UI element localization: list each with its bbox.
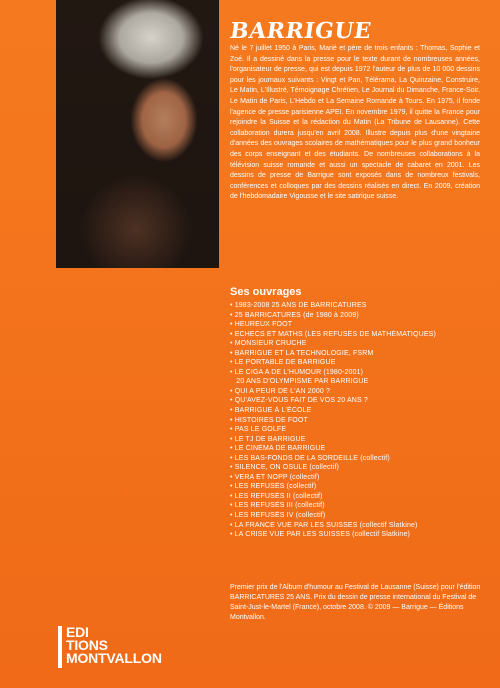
author-bio: Né le 7 juillet 1950 à Paris, Marié et père de trois enfants : Thomas, Sophie et Zoé. Il a dessiné dans la presse pour le texte durant de nombreuses années, l'organisateur de presse, qui est depuis 1972 l'auteur de plus de 10 000 dessins pour les journaux suivants : Vingt et Pan, Télérama, La Quinzaine, Construire, Le Matin, L'Illustré, Témoignage Chrétien, Le Journal du Dimanche, France-Soir, Le Matin de Paris, L'Hebdo et La Semaine Romande à Tours. En 1975, il fonde l'agence de presse parisienne APEI. En novembre 1979, il quitte la France pour rejoindre la Suisse et la rédaction du Matin (La Tribune de Lausanne). Cette collaboration durera jusqu'en avril 2008. Illustre depuis plus d'une vingtaine d'années des ouvrages scolaires de mathématiques pour le plus grand bonheur des corps enseignant et des étudiants. De nombreuses collaborations à la télévision suisse romande et aussi un spectacle de cabaret en 2001. Les dessins de presse de Barrigue sont exposés dans de nombreux festivals, conférences et colloques par des dessins réalisés en direct. En 2009, création de l'hebdomadaire Vigousse et le site satirique suisse. [230,45,480,201]
publisher-logo-bar [58,626,62,668]
prize-note: Premier prix de l'Album d'humour au Festival de Lausanne (Suisse) pour l'édition BARRICATURES 25 ANS. Prix du dessin de presse international du Festival de Saint-Just-le-Martel (France), octobre 2008. © 2009 — Barrigue — Éditions Montvallon. [230,584,481,621]
photo-shade [56,0,218,268]
works-list-item: • LES REFUSÉS II (collectif) [230,492,490,502]
works-list-item: 20 ANS D'OLYMPISME PAR BARRIGUE [236,378,369,386]
works-list-item: • ECHECS ET MATHS (LES REFUSÉS DE MATHÉMATIQUES) [230,330,490,340]
works-list [230,301,490,540]
works-list-item: • LE CINÉMA DE BARRIGUE [230,444,490,454]
works-list-item: • LA FRANCE VUE PAR LES SUISSES (collectif Slatkine) [230,521,490,531]
author-name: BARRIGUE [228,18,374,44]
works-title: Ses ouvrages [230,286,302,298]
works-list-item: • QUI A PEUR DE L'AN 2000 ? [230,387,490,397]
works-list-item: • LES REFUSÉS (collectif) [230,482,490,492]
publisher-logo [58,626,162,665]
works-list-item: • HEUREUX FOOT [230,320,490,330]
publisher-logo-line3: MONTVALLON [66,650,162,666]
works-list-item: • LE TJ DE BARRIGUE [230,435,490,445]
works-list-item: • LA CRISE VUE PAR LES SUISSES (collectif Slatkine) [230,530,490,540]
works-list-item: • LE CIGA A DE L'HUMOUR (1980-2001) [230,368,490,378]
works-list-item: • BARRIGUE ET LA TECHNOLOGIE, FSRM [230,349,490,359]
works-list-item: • PAS LE GOLFE [230,425,490,435]
works-list-item: • LE PORTABLE DE BARRIGUE [230,358,490,368]
works-list-item: • 25 BARRICATURES (de 1980 à 2009) [230,311,490,321]
publisher-logo-line1: EDI [66,624,89,640]
works-list-item: • QU'AVEZ-VOUS FAIT DE VOS 20 ANS ? [230,396,490,406]
works-list-item: • HISTOIRES DE FOOT [230,416,490,426]
works-list-item: • VERA ET NOPP (collectif) [230,473,490,483]
works-list-item: • LES REFUSÉS IV (collectif) [230,511,490,521]
works-list-item: • SILENCE, ON OSULE (collectif) [230,463,490,473]
works-list-item: • LES BAS-FONDS DE LA SORDEILLE (collectif) [230,454,490,464]
works-list-item: • BARRIGUE À L'ÉCOLE [230,406,490,416]
works-list-item: • 1983-2008 25 ANS DE BARRICATURES [230,301,490,311]
author-photo [56,0,219,268]
publisher-logo-line2: TIONS [66,637,108,653]
works-list-item: • LES REFUSÉS III (collectif) [230,501,490,511]
works-list-item: • MONSIEUR CRUCHE [230,339,490,349]
